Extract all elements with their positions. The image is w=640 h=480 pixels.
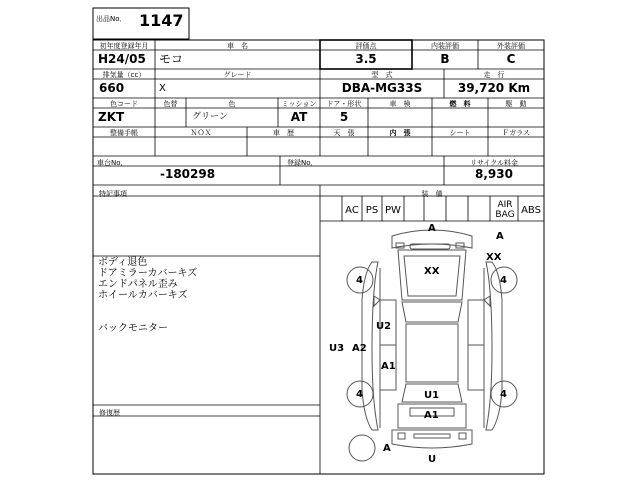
damage-code-rear-left: A — [383, 443, 391, 454]
rear-lamp-right — [459, 433, 466, 439]
history-label: 車 歴 — [273, 129, 294, 137]
note-line: エンドパネル歪み — [98, 279, 178, 290]
grade-label: グレード — [223, 71, 252, 79]
damage-code-rear: U — [428, 454, 437, 465]
damage-code-hood: XX — [424, 266, 440, 277]
reg-date-label: 初年度登録年月 — [99, 42, 149, 50]
note-line: バックモニター — [98, 323, 168, 334]
roof-lining-label: 天 張 — [333, 129, 355, 137]
color-code-value: ZKT — [98, 110, 125, 124]
color-code-label: 色コード — [110, 100, 138, 108]
registration-number-label: 登録No． — [287, 159, 318, 167]
note-line: ドアミラーカバーキズ — [98, 268, 198, 279]
color-label: 色 — [228, 100, 236, 108]
seat-label: シート — [449, 129, 471, 137]
equipment-abs: ABS — [521, 205, 541, 216]
note-line: ホイールカバーキズ — [98, 290, 188, 301]
mission-value: AT — [290, 110, 308, 124]
damage-code-wheel-fl: 4 — [356, 275, 363, 286]
chassis-number-label: 車台No． — [97, 159, 128, 167]
equipment-airbag: AIR BAG — [495, 200, 515, 220]
lot-number: 1147 — [139, 11, 184, 30]
damage-code-wheel-rr: 4 — [500, 389, 507, 400]
chassis-number-value: -180298 — [160, 167, 216, 181]
fuel-label: 燃 料 — [449, 100, 471, 108]
grade-value: X — [159, 83, 166, 94]
damage-code-u2: U2 — [376, 321, 392, 332]
left-mirror — [374, 296, 380, 306]
damage-code-a1-left: A1 — [381, 361, 396, 372]
equipment-label: 装 備 — [421, 190, 443, 198]
right-side-body — [486, 262, 502, 430]
interior-panel-label: 内 張 — [389, 129, 411, 137]
rear-plate — [414, 434, 450, 438]
model-code-label: 型 式 — [371, 71, 393, 79]
drive-label: 駆 動 — [505, 100, 527, 108]
model-code-value: DBA-MG33S — [341, 81, 423, 95]
left-door-lines — [380, 300, 396, 390]
car-name-label: 車 名 — [227, 42, 248, 50]
damage-code-a2: A2 — [352, 343, 367, 354]
score-value: 3.5 — [355, 52, 377, 66]
damage-code-a1-rear: A1 — [424, 410, 439, 421]
door-type-label: ドア・形状 — [326, 100, 362, 108]
exterior-grade-value: C — [506, 52, 516, 66]
service-book-label: 整備手帳 — [110, 129, 138, 137]
exterior-grade-label: 外装評価 — [497, 42, 525, 50]
equipment-ps: PS — [365, 205, 379, 216]
nox-label: ＮＯＸ — [190, 129, 212, 137]
inspection-label: 車 検 — [389, 100, 411, 108]
rear-lamp-left — [398, 433, 405, 439]
mileage-value: 39,720 Km — [457, 81, 531, 95]
equipment-ac: AC — [345, 205, 359, 216]
interior-grade-label: 内装評価 — [431, 42, 459, 50]
roof-panel — [406, 324, 458, 382]
damage-code-wheel-fr: 4 — [500, 275, 507, 286]
damage-code-right-fender: XX — [486, 252, 502, 263]
damage-code-u3: U3 — [329, 343, 345, 354]
right-mirror — [484, 296, 490, 306]
special-notes-label: 特記事項 — [99, 190, 127, 198]
recycle-fee-label: リサイクル料金 — [469, 159, 519, 167]
equipment-pw: PW — [385, 205, 401, 216]
score-label: 評価点 — [355, 42, 377, 50]
damage-code-wheel-rl: 4 — [356, 389, 363, 400]
damage-code-front-right: A — [496, 231, 504, 242]
note-line: ボディ退色 — [98, 257, 148, 268]
windshield — [402, 302, 462, 322]
color-value: グリーン — [192, 112, 228, 122]
color-change-label: 色替 — [163, 100, 178, 108]
door-type-value: 5 — [339, 110, 349, 124]
displacement-value: 660 — [99, 81, 125, 95]
car-name-value: モコ — [159, 52, 184, 66]
right-door-lines — [468, 300, 484, 390]
interior-grade-value: B — [440, 52, 450, 66]
repair-history-label: 修復歴 — [99, 409, 120, 417]
recycle-fee-value: 8,930 — [475, 167, 513, 181]
displacement-label: 排気量（cc） — [102, 71, 146, 79]
lot-number-label: 出品No． — [96, 15, 127, 23]
reg-date-value: H24/05 — [98, 52, 146, 66]
spare-tire — [349, 435, 375, 461]
damage-code-u1: U1 — [424, 390, 440, 401]
mileage-label: 走 行 — [483, 71, 505, 79]
front-glass-label: Ｆガラス — [502, 129, 530, 137]
damage-code-front: A — [428, 223, 436, 234]
mission-label: ミッション — [281, 100, 317, 108]
